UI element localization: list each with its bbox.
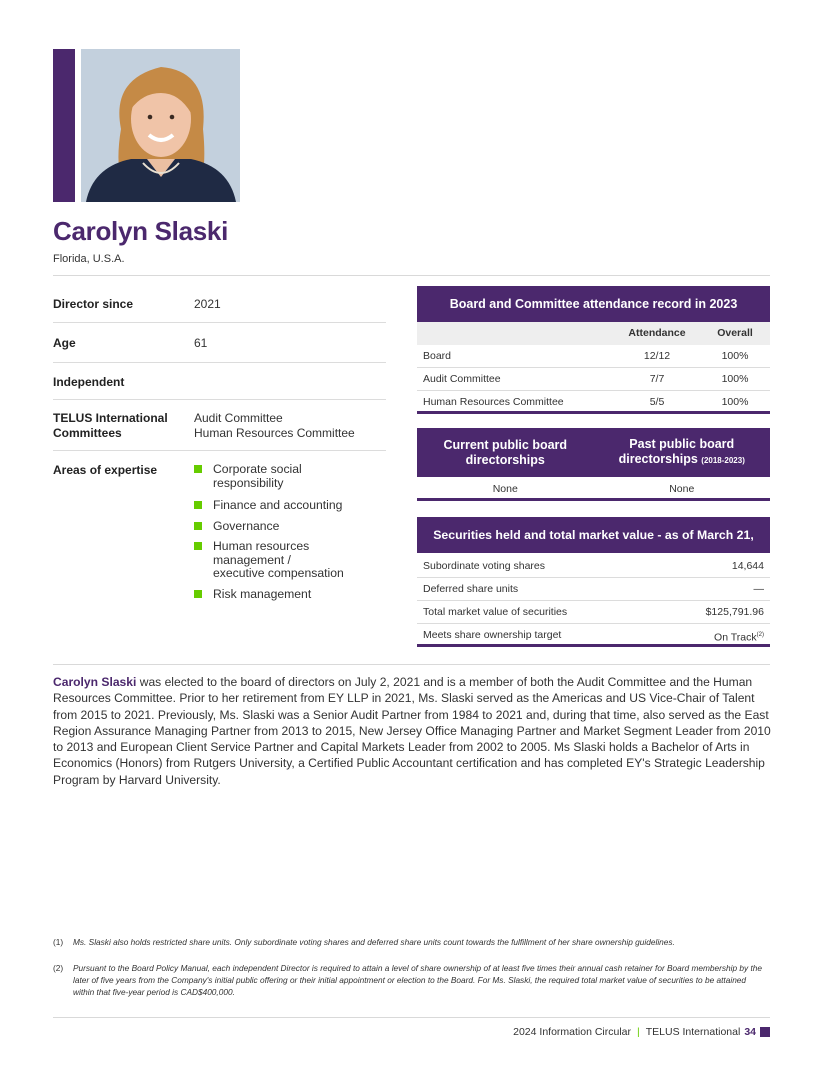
info-row-committees — [53, 400, 386, 451]
attendance-row — [417, 345, 770, 368]
expertise-line: Human resources — [213, 539, 310, 553]
col-overall: Overall — [717, 327, 753, 339]
director-biography — [53, 674, 771, 788]
securities-label: Deferred share units — [423, 583, 519, 595]
attendance-cell-attendance: 7/7 — [649, 373, 665, 385]
expertise-item — [194, 588, 386, 602]
info-value: 2021 — [194, 297, 221, 311]
divider — [53, 1017, 770, 1018]
attendance-cell-overall: 100% — [721, 350, 749, 362]
page-footer — [513, 1026, 770, 1038]
current-directorships-value: None — [492, 483, 518, 495]
expertise-item — [194, 540, 386, 581]
expertise-item — [194, 520, 386, 534]
col-attendance: Attendance — [628, 327, 686, 339]
expertise-line: responsibility — [213, 475, 284, 490]
page-number: 34 — [744, 1026, 756, 1038]
securities-table — [417, 517, 770, 647]
director-photo — [81, 49, 240, 202]
info-row-expertise — [53, 451, 386, 616]
securities-value: 14,644 — [731, 560, 764, 572]
info-value — [194, 463, 386, 606]
committee-item: Audit Committee — [194, 411, 283, 425]
info-value — [194, 411, 386, 441]
header-line: Past public board — [629, 437, 735, 451]
attendance-cell-overall: 100% — [721, 396, 749, 408]
info-row-independent — [53, 363, 386, 400]
director-location: Florida, U.S.A. — [53, 253, 125, 265]
info-label-line: TELUS International — [53, 411, 168, 425]
securities-value: — — [753, 583, 764, 595]
expertise-line: Finance and accounting — [213, 498, 343, 512]
header-line: directorships — [465, 452, 545, 467]
committee-item: Human Resources Committee — [194, 426, 355, 440]
past-directorships-value: None — [669, 483, 695, 495]
accent-bar — [53, 49, 75, 202]
info-label — [53, 411, 194, 441]
info-label: Age — [53, 336, 76, 350]
attendance-cell-name: Audit Committee — [423, 373, 501, 385]
securities-title-text: Securities held and total market value - as of March 21, 2024 — [433, 528, 754, 581]
divider — [53, 275, 770, 276]
footnote-ref: (1) — [603, 568, 611, 574]
attendance-cell-attendance: 5/5 — [649, 396, 665, 408]
attendance-title: Board and Committee attendance record in 2023 — [417, 286, 770, 322]
info-label-line: Committees — [53, 426, 122, 440]
footnote — [53, 936, 769, 948]
info-label: Director since — [53, 297, 134, 311]
bio-text: was elected to the board of directors on July 2, 2021 and is a member of both the Audit Committee and the Human Resources Committee. Prior to her retirement from EY LLP in 2021, Ms. Slaski served as the Americas and US Vice-Chair of Talent from 2015 to 2021. Previously, Ms. Slaski was a Senior Audit Partner from 1984 to 2021 and, during that time, also served as the East Region Assurance Managing Partner from 2013 to 2015, New Jersey Office Managing Partner and Market Segment Leader from 2010 to 2013 and European Client Service Partner and Capital Markets Leader from 2002 to 2005. Ms Slaski holds a Bachelor of Arts in Economics (Honors) from Rutgers University, a Certified Public Accountant certification and has completed EY's Strategic Leadership Program by Harvard University. — [53, 675, 771, 787]
bio-name: Carolyn Slaski — [53, 675, 137, 689]
header-line: Current public board — [443, 437, 568, 452]
header-text — [443, 438, 567, 468]
divider — [53, 664, 770, 665]
header-years: (2018-2023) — [701, 456, 745, 465]
expertise-line: Governance — [213, 518, 280, 533]
attendance-cell-attendance: 12/12 — [643, 350, 671, 362]
expertise-line: executive compensation — [213, 566, 344, 580]
securities-row — [417, 601, 770, 624]
info-label: Independent — [53, 375, 125, 389]
directorships-row — [417, 477, 770, 501]
info-row-director-since — [53, 287, 386, 323]
info-row-age — [53, 323, 386, 363]
director-info — [53, 287, 386, 616]
header-line: directorships — [618, 452, 698, 466]
header-text — [619, 437, 745, 468]
securities-value-text: On Track — [714, 631, 757, 644]
footer-company: TELUS International — [645, 1026, 741, 1038]
securities-row — [417, 555, 770, 578]
directorships-header — [417, 428, 770, 477]
footnote-number: (1) — [53, 937, 64, 947]
attendance-cell-name: Human Resources Committee — [423, 396, 564, 408]
directorships-table — [417, 428, 770, 501]
attendance-cell-name: Board — [423, 350, 452, 362]
securities-label: Total market value of securities — [423, 606, 568, 618]
securities-label: Subordinate voting shares — [423, 560, 545, 572]
footnote-number: (2) — [53, 963, 64, 973]
attendance-row — [417, 368, 770, 391]
expertise-item — [194, 463, 386, 490]
footnote — [53, 962, 769, 998]
attendance-table — [417, 286, 770, 414]
info-value: 61 — [194, 336, 208, 350]
square-icon — [760, 1027, 770, 1037]
footnote-ref: (2) — [756, 632, 764, 638]
securities-value — [714, 624, 770, 644]
info-label: Areas of expertise — [53, 463, 158, 477]
securities-label: Meets share ownership target — [423, 629, 562, 641]
footnote-text: Ms. Slaski also holds restricted share units. Only subordinate voting shares and deferred share units count towards the fulfillment of her share ownership guidelines. — [73, 937, 675, 947]
securities-row — [417, 624, 770, 647]
attendance-header-blank — [417, 322, 614, 345]
expertise-item — [194, 499, 386, 513]
attendance-row — [417, 391, 770, 414]
footer-document: 2024 Information Circular — [513, 1026, 632, 1038]
info-value — [194, 375, 386, 390]
expertise-line: Corporate social — [213, 462, 302, 476]
attendance-header-row — [417, 322, 770, 345]
expertise-line: Risk management — [213, 586, 312, 601]
securities-value: $125,791.96 — [705, 606, 764, 618]
expertise-list — [194, 463, 386, 601]
footnote-text: Pursuant to the Board Policy Manual, each independent Director is required to attain a level of share ownership of at least five times their annual cash retainer for Board membership by the later of five years from the Company's initial public offering or their initial appointment or election to the Board. For Ms. Slaski, the required total market value of securities to be attained within that five-year period is CAD$400,000. — [73, 963, 763, 997]
footer-separator: | — [637, 1026, 640, 1038]
attendance-cell-overall: 100% — [721, 373, 749, 385]
director-name: Carolyn Slaski — [53, 216, 228, 246]
past-directorships-header — [594, 428, 771, 477]
expertise-line: management / — [213, 552, 291, 567]
securities-row — [417, 578, 770, 601]
current-directorships-header — [417, 428, 594, 477]
